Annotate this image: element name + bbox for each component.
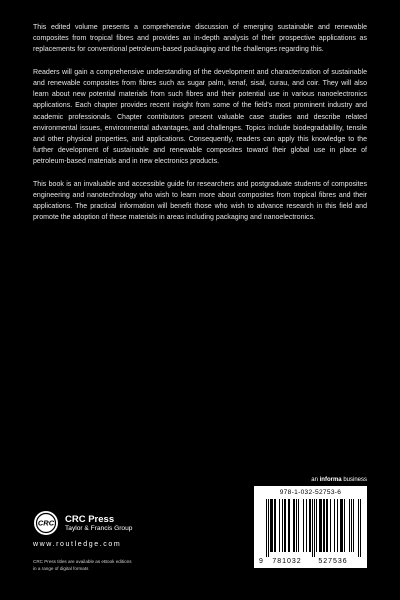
isbn-text: 978-1-032-52753-6 — [279, 489, 342, 496]
barcode-bar — [284, 499, 285, 552]
isbn-barcode — [254, 486, 367, 568]
blurb-paragraph-2: Readers will gain a comprehensive understanding of the development and characterization of sustainable and renewable composites from fibres such as sugar palm, kenaf, sisal, curau, and coir. They will also learn about new potential materials from such fibres and their potential use in various nanoelectronics applications. Each chapter provides recent insight from some of the field's most prominent industry and academic professionals. Chapter contributors present valuable case studies and describe related environmental issues, environmental advantages, and challenges. Topics include biodegradability, tensile and other physical properties, and applications. Consequently, readers can apply this knowledge to the further development of sustainable and renewable composites toward their global use in place of petroleum-based materials and in new electronics products. — [33, 68, 367, 166]
barcode-bar — [275, 499, 276, 552]
barcode-bar — [274, 499, 275, 552]
barcode-bar — [353, 499, 354, 552]
publisher-website: www.routledge.com — [33, 541, 122, 548]
barcode-bar — [314, 499, 315, 557]
barcode-bar — [288, 499, 289, 552]
barcode-bar — [293, 499, 294, 552]
publisher-name: CRC Press — [65, 513, 115, 525]
barcode-bar — [294, 499, 295, 552]
barcode-bar — [285, 499, 286, 552]
barcode-bar — [306, 499, 307, 552]
barcode-bar — [341, 499, 342, 552]
barcode-bar — [324, 499, 325, 552]
barcode-bar — [351, 499, 352, 552]
ebook-note-line-1: CRC Press titles are available as eBook editions — [33, 559, 132, 564]
barcode-bar — [296, 499, 297, 552]
barcode-lead-digit: 9 — [259, 558, 263, 565]
barcode-bar — [309, 499, 310, 552]
barcode-bar — [282, 499, 283, 552]
publisher-name-block — [65, 514, 132, 533]
barcode-bar — [298, 499, 299, 552]
barcode-bar — [312, 499, 313, 557]
barcode-bar — [327, 499, 328, 552]
informa-suffix: business — [343, 477, 367, 483]
barcode-bar — [319, 499, 320, 552]
publisher-block — [33, 508, 132, 538]
crc-press-logo-icon — [33, 510, 59, 536]
barcode-bar — [321, 499, 322, 552]
barcode-bar — [337, 499, 338, 552]
barcode-bar — [323, 499, 324, 552]
barcode-bar — [310, 499, 311, 552]
barcode-right-digits: 527536 — [318, 558, 348, 565]
barcode-bar — [340, 499, 341, 552]
informa-prefix: an — [311, 477, 318, 483]
barcode-bar — [271, 499, 272, 552]
barcode-bar — [279, 499, 280, 552]
barcode-bar — [289, 499, 290, 552]
barcode-bar — [349, 499, 350, 552]
barcode-bar — [272, 499, 273, 552]
ebook-note — [33, 558, 132, 572]
barcode-bar — [358, 499, 359, 557]
crc-logo-text: CRC — [37, 518, 55, 528]
barcode-bar — [268, 499, 269, 557]
blurb-paragraph-1: This edited volume presents a comprehensive discussion of emerging sustainable and renewable composites from tropical fibres and provides an in-depth analysis of their prospective applications as replacements for conventional petroleum-based packaging and the challenges regarding this. — [33, 24, 367, 54]
publisher-group: Taylor & Francis Group — [65, 524, 133, 532]
ebook-note-line-2: in a range of digital formats — [33, 566, 89, 571]
barcode-graphic — [254, 499, 367, 567]
barcode-bar — [344, 499, 345, 552]
barcode-bar — [303, 499, 304, 552]
informa-word: informa — [319, 477, 342, 483]
barcode-bar — [270, 499, 271, 552]
barcode-bar — [266, 499, 267, 557]
barcode-bar — [334, 499, 335, 552]
barcode-left-digits: 781032 — [272, 558, 302, 565]
barcode-bar — [330, 499, 331, 552]
barcode-bar — [342, 499, 343, 552]
barcode-bar — [326, 499, 327, 552]
back-cover-blurb — [33, 22, 367, 235]
barcode-bar — [316, 499, 317, 552]
informa-business-tagline — [311, 477, 367, 483]
barcode-bars — [266, 499, 361, 557]
blurb-paragraph-3: This book is an invaluable and accessible guide for researchers and postgraduate students of composites engineering and nanotechnology who wish to learn more about composites from tropical fibres and their applications. The practical information will benefit those who wish to advance research in this field and promote the adoption of these materials in areas including packaging and nanoelectronics. — [33, 180, 367, 222]
barcode-bar — [360, 499, 361, 557]
barcode-bar — [320, 499, 321, 552]
